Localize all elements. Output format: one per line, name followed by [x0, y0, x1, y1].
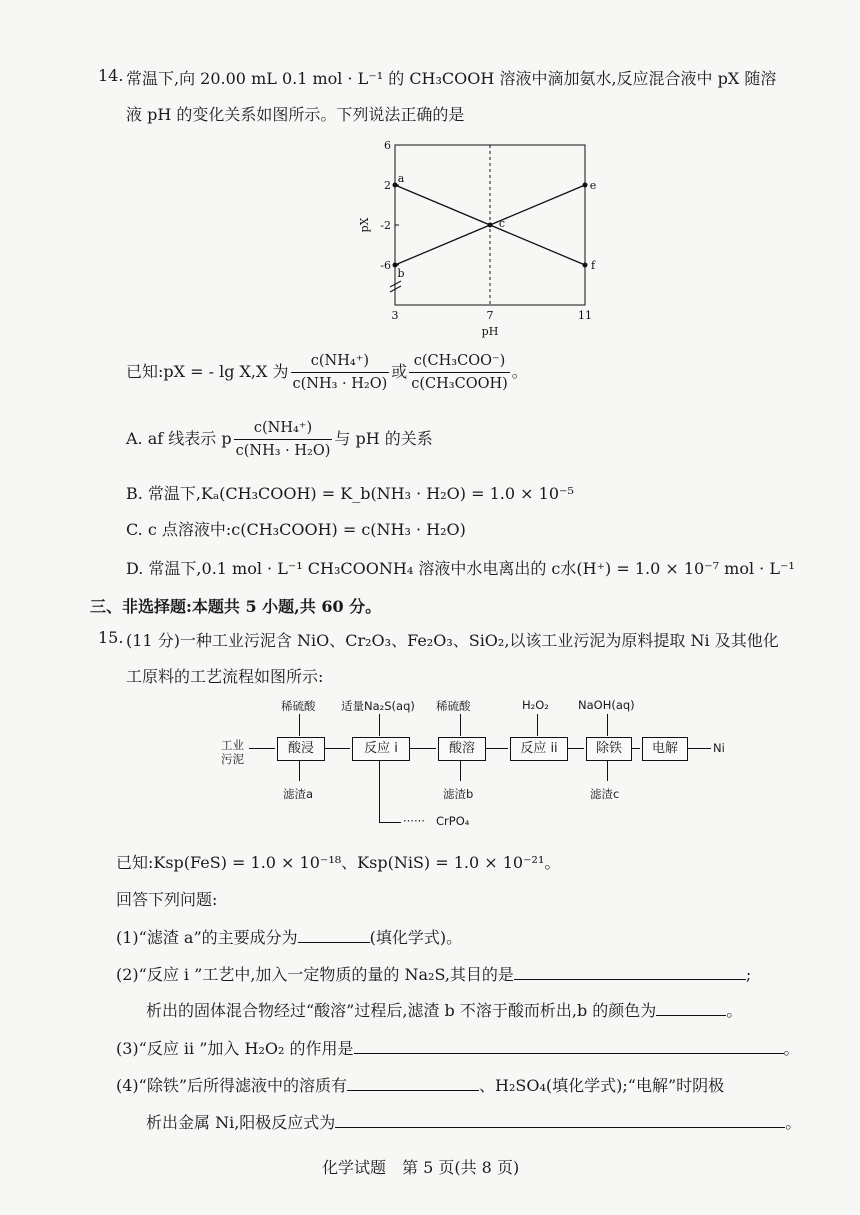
subquestion-4-line2-text: 析出金属 Ni,阳极反应式为 — [146, 1113, 336, 1132]
question-15-stem-line1: (11 分)一种工业污泥含 NiO、Cr₂O₃、Fe₂O₃、SiO₂,以该工业污泥为原料提取 Ni 及其他化 — [126, 631, 779, 650]
question-15-known: 已知:Ksp(FeS) = 1.0 × 10⁻¹⁸、Ksp(NiS) = 1.0 × 10⁻²¹。 — [116, 853, 561, 872]
answer-blank-1[interactable] — [298, 926, 370, 943]
x-tick-label: 3 — [391, 309, 399, 322]
flow-arrow — [567, 748, 584, 749]
reagent-na2s: 适量Na₂S(aq) — [341, 699, 415, 713]
flow-arrow — [249, 748, 275, 749]
subquestion-1-end: (填化学式)。 — [369, 928, 463, 947]
subquestion-2-line2-text: 析出的固体混合物经过“酸溶”过程后,滤渣 b 不溶于酸而析出,b 的颜色为 — [146, 1001, 657, 1020]
subquestion-3-text: (3)“反应 ii ”加入 H₂O₂ 的作用是 — [116, 1039, 354, 1058]
point-label: f — [590, 259, 596, 272]
fraction-nh4-numerator: c(NH₄⁺) — [291, 350, 390, 373]
question-14-known — [126, 350, 528, 395]
flow-step-acid-leach: 酸浸 — [277, 737, 325, 761]
option-a-suffix: 与 pH 的关系 — [334, 429, 433, 448]
flow-step-iron-removal: 除铁 — [586, 737, 632, 761]
subquestion-1-text: (1)“滤渣 a”的主要成分为 — [116, 928, 298, 947]
subquestion-1 — [116, 925, 462, 948]
flow-product: Ni — [713, 741, 725, 755]
question-14-number: 14. — [98, 66, 124, 85]
fraction-acetate-numerator: c(CH₃COO⁻) — [409, 350, 510, 373]
flow-input-line1: 工业 — [221, 738, 244, 752]
option-a — [126, 417, 433, 462]
subquestion-2-end: ; — [745, 965, 752, 984]
y-tick-label: 6 — [384, 139, 391, 152]
section-3-heading: 三、非选择题:本题共 5 小题,共 60 分。 — [90, 597, 382, 616]
option-a-fraction — [234, 417, 333, 462]
answer-blank-2b[interactable] — [656, 999, 726, 1016]
x-tick-label: 7 — [486, 309, 494, 322]
flow-arrow — [687, 748, 711, 749]
side-product-crpo4: CrPO₄ — [436, 814, 470, 828]
reagent-h2o2: H₂O₂ — [522, 698, 549, 712]
option-d: D. 常温下,0.1 mol · L⁻¹ CH₃COONH₄ 溶液中水电离出的 c水(H⁺) = 1.0 × 10⁻⁷ mol · L⁻¹ — [126, 559, 795, 578]
flow-arrow — [607, 761, 608, 781]
flow-arrow — [379, 761, 380, 823]
flow-arrow — [379, 822, 401, 823]
flow-arrow — [460, 714, 461, 736]
y-tick-label: 2 — [384, 179, 391, 192]
period: 。 — [783, 1039, 800, 1058]
answer-blank-2a[interactable] — [514, 963, 746, 980]
y-tick-label: -6 — [380, 259, 391, 272]
reagent-dilute-h2so4-2: 稀硫酸 — [436, 699, 471, 713]
intersection-point — [488, 223, 493, 228]
flow-dots: ······ — [403, 814, 425, 828]
question-15-number: 15. — [98, 628, 124, 647]
question-15-stem-line2: 工原料的工艺流程如图所示: — [126, 667, 324, 686]
flow-input-line2: 污泥 — [221, 752, 244, 766]
reagent-naoh: NaOH(aq) — [578, 698, 635, 712]
option-a-prefix: A. af 线表示 p — [126, 429, 232, 448]
flow-step-reaction-i: 反应 i — [352, 737, 410, 761]
residue-b: 滤渣b — [443, 787, 474, 801]
subquestion-4-text: (4)“除铁”后所得滤液中的溶质有 — [116, 1076, 348, 1095]
point-label: a — [397, 172, 405, 185]
page-footer: 化学试题 第 5 页(共 8 页) — [322, 1158, 520, 1177]
fraction-acetate-denominator: c(CH₃COOH) — [411, 376, 508, 392]
px-ph-chart — [350, 135, 610, 345]
flow-arrow — [409, 748, 436, 749]
option-b: B. 常温下,Kₐ(CH₃COOH) = K_b(NH₃ · H₂O) = 1.0 × 10⁻⁵ — [126, 484, 574, 503]
answer-prompt: 回答下列问题: — [116, 890, 218, 909]
subquestion-4-line2 — [146, 1110, 801, 1133]
option-a-fraction-numerator: c(NH₄⁺) — [234, 417, 333, 440]
subquestion-4-text-b: 、H₂SO₄(填化学式);“电解”时阴极 — [479, 1076, 725, 1095]
flow-step-acid-dissolve: 酸溶 — [438, 737, 486, 761]
flow-arrow — [607, 714, 608, 736]
y-axis-label: pX — [358, 217, 371, 233]
question-14-stem-line2: 液 pH 的变化关系如图所示。下列说法正确的是 — [126, 105, 465, 124]
fraction-nh4-denominator: c(NH₃ · H₂O) — [292, 376, 388, 392]
flow-arrow — [537, 714, 538, 736]
intersection-label: c — [498, 217, 506, 230]
flow-arrow — [299, 714, 300, 736]
y-tick-label: -2 — [380, 219, 391, 232]
known-or: 或 — [391, 362, 408, 381]
subquestion-2 — [116, 962, 751, 985]
answer-blank-3[interactable] — [354, 1037, 784, 1054]
period: 。 — [726, 1001, 743, 1020]
answer-blank-4b[interactable] — [335, 1111, 785, 1128]
data-point — [583, 183, 588, 188]
flow-arrow — [299, 761, 300, 781]
point-label: e — [589, 179, 597, 192]
subquestion-4 — [116, 1073, 724, 1096]
flow-arrow — [460, 761, 461, 781]
flow-arrow — [485, 748, 508, 749]
period: 。 — [785, 1113, 802, 1132]
fraction-nh4 — [291, 350, 390, 395]
answer-blank-4a[interactable] — [347, 1074, 479, 1091]
flow-arrow — [631, 748, 640, 749]
x-tick-label: 11 — [578, 309, 592, 322]
flow-step-reaction-ii: 反应 ii — [510, 737, 568, 761]
known-prefix: 已知:pX = - lg X,X 为 — [126, 362, 289, 381]
subquestion-2-text: (2)“反应 i ”工艺中,加入一定物质的量的 Na₂S,其目的是 — [116, 965, 514, 984]
x-axis-label: pH — [481, 325, 499, 338]
fraction-acetate — [409, 350, 510, 395]
question-14-stem-line1: 常温下,向 20.00 mL 0.1 mol · L⁻¹ 的 CH₃COOH 溶液中滴加氨水,反应混合液中 pX 随溶 — [126, 69, 777, 88]
known-suffix: 。 — [511, 362, 528, 381]
residue-c: 滤渣c — [590, 787, 620, 801]
subquestion-2-line2 — [146, 998, 742, 1021]
point-label: b — [397, 267, 405, 280]
flow-arrow — [324, 748, 350, 749]
option-c: C. c 点溶液中:c(CH₃COOH) = c(NH₃ · H₂O) — [126, 520, 466, 539]
subquestion-3 — [116, 1036, 800, 1059]
reagent-dilute-h2so4-1: 稀硫酸 — [281, 699, 316, 713]
residue-a: 滤渣a — [283, 787, 314, 801]
option-a-fraction-denominator: c(NH₃ · H₂O) — [235, 443, 331, 459]
flow-step-electrolysis: 电解 — [642, 737, 688, 761]
data-point — [583, 263, 588, 268]
flow-arrow — [379, 714, 380, 736]
